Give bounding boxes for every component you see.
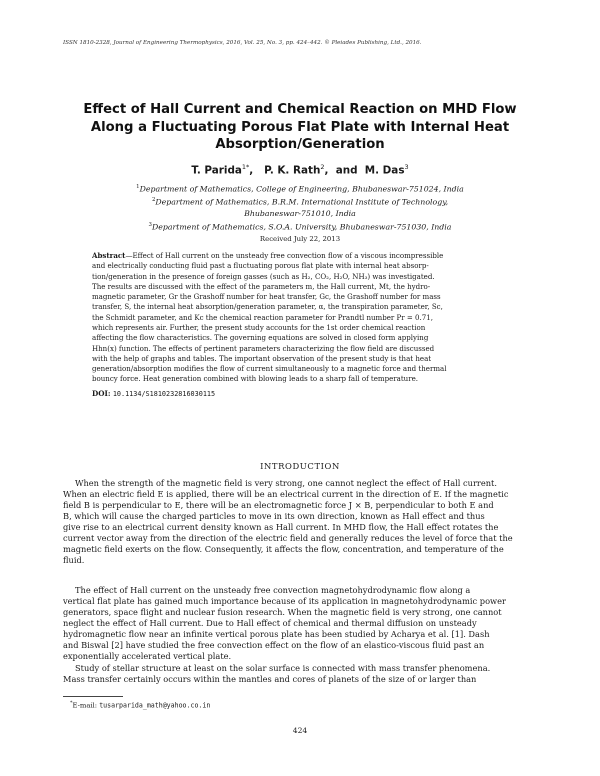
affiliation-number: 1 — [136, 184, 140, 190]
paragraph-line: B, which will cause the charged particles to move in its own direction, known as Hall effect and thus — [63, 510, 485, 521]
abstract-line: affecting the flow characteristics. The governing equations are solved in closed form applying — [92, 333, 429, 343]
abstract-line: transfer, S, the internal heat absorption/generation parameter, α, the transpiration parameter, Sc, — [92, 302, 443, 312]
doi — [92, 389, 215, 398]
affiliation — [60, 182, 540, 195]
affiliations — [60, 182, 540, 233]
author-superscript: 2 — [320, 163, 325, 171]
paragraph-line: When an electric field E is applied, there will be an electrical current in the direction of E. If the magnetic — [63, 488, 509, 499]
doi-label: DOI: — [92, 389, 111, 398]
paragraph — [63, 478, 537, 566]
author-email-link[interactable]: tusarparida_math@yahoo.co.in — [99, 701, 211, 710]
abstract-line-text: —Effect of Hall current on the unsteady free convection flow of a viscous incompressible — [125, 251, 444, 260]
abstract-line: and electrically conducting fluid past a fluctuating porous flat plate with internal heat absorp- — [92, 261, 429, 271]
abstract-label: Abstract — [92, 251, 126, 260]
doi-link[interactable]: 10.1134/S1810232816030115 — [112, 390, 216, 398]
affiliation — [60, 208, 540, 220]
title-line: Absorption/Generation — [215, 137, 385, 152]
author-name: T. Parida — [191, 164, 242, 177]
abstract-line: The results are discussed with the effect of the parameters m, the Hall current, Mt, the hydro- — [92, 281, 431, 291]
abstract-line: Hhn(x) function. The effects of pertinent parameters characterizing the flow field are discussed — [92, 343, 435, 353]
abstract — [92, 251, 516, 385]
author-name: M. Das — [364, 164, 405, 177]
paragraph-line: When the strength of the magnetic field is very strong, one cannot neglect the effect of Hall current. — [75, 478, 497, 488]
author-list — [60, 163, 540, 176]
footnote-divider — [63, 696, 123, 697]
footnote — [70, 700, 210, 709]
author-separator: , and — [324, 164, 365, 177]
title-line: Effect of Hall Current and Chemical Reaction on MHD Flow — [83, 102, 517, 117]
page-number: 424 — [292, 726, 308, 735]
affiliation-text: Department of Mathematics, College of Engineering, Bhubaneswar-751024, India — [139, 184, 464, 194]
paragraph-line: hydromagnetic flow near an infinite vertical porous plate has been studied by Acharya et al. [1]. Dash — [63, 628, 490, 639]
paragraph — [63, 585, 537, 662]
paragraph-line: exponentially accelerated vertical plate. — [63, 650, 232, 661]
paragraph-line: Mass transfer certainly occurs within the mantles and cores of planets of the size of or larger than — [63, 673, 477, 684]
section-heading: INTRODUCTION — [260, 461, 340, 471]
affiliation-text: Bhubaneswar-751010, India — [244, 209, 356, 219]
abstract-line: with the help of graphs and tables. The important observation of the present study is that heat — [92, 353, 432, 363]
abstract-line: bouncy force. Heat generation combined with blowing leads to a sharp fall of temperature. — [92, 374, 419, 384]
paragraph-line: give rise to an electrical current density known as Hall current. In MHD flow, the Hall effect rotates the — [63, 521, 499, 532]
received-date: Received July 22, 2013 — [259, 235, 341, 243]
abstract-line: magnetic parameter, Gr the Grashoff number for heat transfer, Gc, the Grashoff number for mass — [92, 292, 441, 302]
affiliation-text: Department of Mathematics, S.O.A. University, Bhubaneswar-751030, India — [151, 222, 452, 232]
author-superscript: 3 — [404, 163, 409, 171]
paragraph-line: fluid. — [63, 554, 85, 565]
paragraph — [63, 663, 537, 685]
title-line: Along a Fluctuating Porous Flat Plate with Internal Heat — [90, 119, 510, 135]
paragraph-line: magnetic field exerts on the flow. Consequently, it affects the flow, concentration, and temperature of the — [63, 543, 504, 554]
paragraph-line: vertical flat plate has gained much importance because of its application in magnetohydrodynamic power — [63, 595, 506, 606]
paragraph-line: neglect the effect of Hall current. Due to Hall effect of chemical and thermal diffusion on unsteady — [63, 617, 477, 628]
author-superscript: 1* — [241, 163, 250, 171]
running-head: ISSN 1810-2328, Journal of Engineering Thermophysics, 2016, Vol. 25, No. 3, pp. 424–442. © Pleiades Publishing, Ltd., 2016. — [63, 40, 422, 46]
abstract-line — [92, 251, 516, 261]
paragraph-line: The effect of Hall current on the unsteady free convection magnetohydrodynamic flow along a — [75, 585, 471, 595]
author-separator: , — [249, 164, 265, 177]
paragraph-line: field B is perpendicular to E, there will be an electromagnetic force J × B, perpendicular to both E and — [63, 499, 494, 510]
paragraph-line: Study of stellar structure at least on the solar surface is connected with mass transfer phenomena. — [75, 663, 491, 673]
abstract-line: tion/generation in the presence of foreign gasses (such as H₂, CO₂, H₂O, NH₃) was investigated. — [92, 271, 435, 281]
footnote-label: E-mail: — [72, 701, 100, 710]
abstract-line: the Schmidt parameter, and Kc the chemical reaction parameter for Prandtl number Pr = 0.71, — [92, 312, 433, 322]
author-name: P. K. Rath — [264, 164, 321, 177]
abstract-line: generation/absorption modifies the flow of current simultaneously to a magnetic force and thermal — [92, 364, 447, 374]
affiliation-number: 2 — [151, 197, 156, 204]
paragraph-line: and Biswal [2] have studied the free convection effect on the flow of an elastico-viscous fluid past an — [63, 639, 485, 650]
affiliation — [60, 220, 540, 233]
paragraph-line: current vector away from the direction of the electric field and generally reduces the level of force that the — [63, 532, 513, 543]
paper-title — [60, 101, 540, 154]
footnote-marker: * — [70, 700, 73, 706]
abstract-line: which represents air. Further, the present study accounts for the 1st order chemical reaction — [92, 322, 426, 332]
affiliation-text: Department of Mathematics, B.R.M. International Institute of Technology, — [155, 197, 449, 207]
paragraph-line: generators, space flight and nuclear fusion research. When the magnetic field is very strong, one cannot — [63, 606, 502, 617]
affiliation — [60, 195, 540, 208]
affiliation-number: 3 — [148, 221, 152, 228]
